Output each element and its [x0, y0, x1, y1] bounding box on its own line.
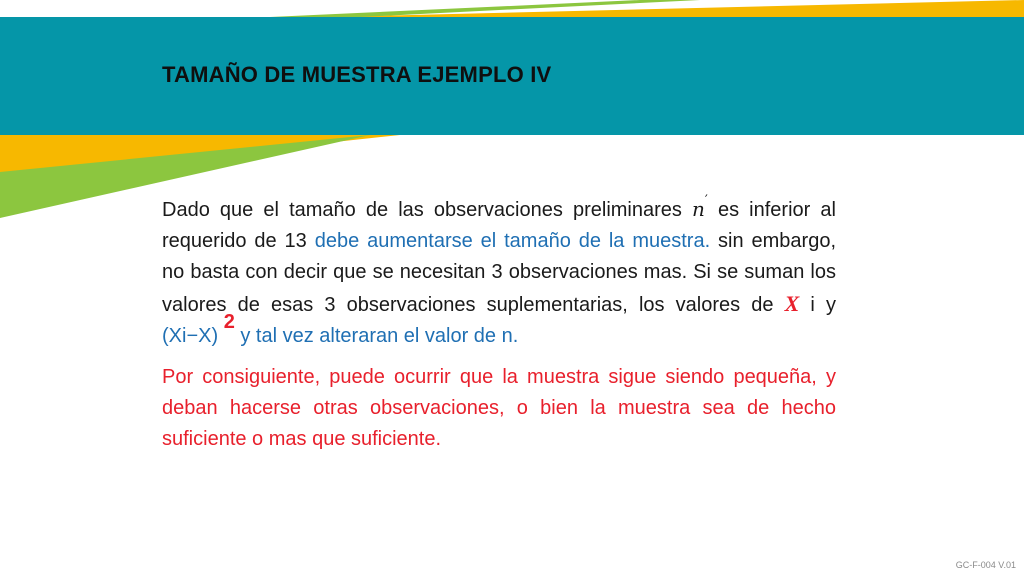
slide-body — [162, 185, 836, 455]
squared-exponent: 2 — [223, 311, 235, 333]
paragraph-1-tail: y tal vez alteraran el valor de n. — [234, 325, 519, 347]
highlight-increase-sample: debe aumentarse el tamaño de la muestra. — [314, 230, 711, 252]
paragraph-1-text-d: i y — [799, 294, 836, 316]
document-code: GC-F-004 V.01 — [955, 560, 1016, 570]
deviation-expression: (Xi−X) — [162, 325, 219, 347]
x-variable-symbol: X — [784, 291, 800, 316]
paragraph-1-text-b: es inferior al requerido de 13 — [162, 199, 836, 252]
slide-title: TAMAÑO DE MUESTRA EJEMPLO IV — [162, 62, 552, 87]
top-yellow-stripe — [330, 0, 1024, 17]
paragraph-1-text-a: Dado que el tamaño de las observaciones preliminares — [162, 199, 692, 221]
paragraph-2: Por consiguiente, puede ocurrir que la muestra sigue siendo pequeña, y deban hacerse otras observaciones, o bien la muestra sea de hecho suficiente o mas que suficiente. — [162, 366, 836, 450]
n-symbol: n′ — [692, 193, 708, 221]
paragraph-1 — [162, 185, 836, 352]
paragraph-1-text-c: sin embargo, no basta con decir que se necesitan 3 observaciones mas. Si se suman los valores de esas 3 observaciones suplementarias, los valores de — [162, 230, 837, 316]
